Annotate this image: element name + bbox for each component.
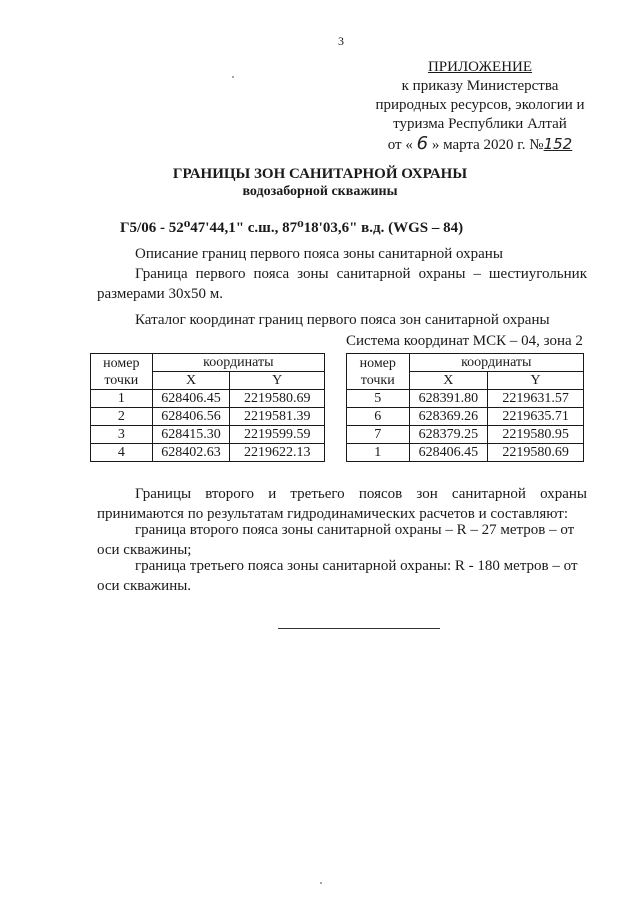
cell-point: 4 — [91, 444, 153, 462]
date-day-handwritten: 6 — [416, 133, 429, 154]
header-point-line2: точки — [104, 372, 139, 388]
appendix-line: природных ресурсов, экологии и — [375, 97, 585, 113]
table-row — [91, 390, 325, 408]
cell-point: 7 — [347, 426, 410, 444]
appendix-block — [360, 58, 600, 155]
header-x: X — [152, 372, 230, 390]
cell-point: 2 — [91, 408, 153, 426]
cell-y: 2219631.57 — [488, 390, 584, 408]
cell-y: 2219581.39 — [230, 408, 325, 426]
cell-point: 5 — [347, 390, 410, 408]
header-coordinates: координаты — [152, 354, 324, 372]
header-point — [91, 354, 153, 390]
coordinates-table-right — [346, 353, 584, 462]
cell-point: 1 — [91, 390, 153, 408]
appendix-title: ПРИЛОЖЕНИЕ — [427, 59, 533, 75]
header-y: Y — [230, 372, 325, 390]
scan-speck — [232, 76, 234, 78]
date-prefix: от « — [387, 137, 413, 153]
date-suffix: » марта 2020 г. № — [431, 137, 544, 153]
cell-y: 2219580.69 — [488, 444, 584, 462]
table-row — [347, 444, 584, 462]
cell-x: 628406.56 — [152, 408, 230, 426]
appendix-date-line — [360, 134, 600, 155]
cell-x: 628369.26 — [409, 408, 488, 426]
header-y: Y — [488, 372, 584, 390]
document-subtitle: водозаборной скважины — [242, 184, 398, 199]
table-row — [91, 444, 325, 462]
coordinate-system-label: Система координат МСК – 04, зона 2 — [346, 333, 583, 349]
paragraph-third-zone-radius: граница третьего пояса зоны санитарной охраны: R - 180 метров – от оси скважины. — [97, 558, 578, 594]
header-x: X — [409, 372, 488, 390]
cell-x: 628379.25 — [409, 426, 488, 444]
paragraph-second-zone-radius: граница второго пояса зоны санитарной охраны – R – 27 метров – от оси скважины; — [97, 522, 575, 558]
table-row — [347, 426, 584, 444]
cell-point: 3 — [91, 426, 153, 444]
cell-x: 628402.63 — [152, 444, 230, 462]
table-row — [347, 408, 584, 426]
table-row — [91, 408, 325, 426]
appendix-line: к приказу Министерства — [401, 78, 559, 94]
header-point-line2: точки — [360, 372, 395, 388]
appendix-line: туризма Республики Алтай — [393, 116, 567, 132]
cell-x: 628415.30 — [152, 426, 230, 444]
paragraph-second-third-zones: Границы второго и третьего поясов зон санитарной охраны принимаются по результатам гидродинамических расчетов и составляют: — [97, 486, 587, 522]
scan-speck — [320, 882, 322, 884]
coordinates-table-left — [90, 353, 325, 462]
table-row — [347, 390, 584, 408]
header-point — [347, 354, 410, 390]
header-point-line1: номер — [359, 355, 396, 371]
cell-point: 1 — [347, 444, 410, 462]
cell-x: 628406.45 — [152, 390, 230, 408]
document-title: ГРАНИЦЫ ЗОН САНИТАРНОЙ ОХРАНЫ — [172, 166, 468, 182]
cell-y: 2219599.59 — [230, 426, 325, 444]
cell-point: 6 — [347, 408, 410, 426]
cell-y: 2219635.71 — [488, 408, 584, 426]
closing-rule — [278, 628, 440, 629]
paragraph-description-heading: Описание границ первого пояса зоны санитарной охраны — [135, 246, 503, 262]
cell-y: 2219580.95 — [488, 426, 584, 444]
header-coordinates: координаты — [409, 354, 583, 372]
header-point-line1: номер — [103, 355, 140, 371]
order-number-handwritten: 152 — [543, 135, 573, 153]
cell-x: 628406.45 — [409, 444, 488, 462]
page-number: 3 — [338, 34, 344, 48]
paragraph-first-zone: Граница первого пояса зоны санитарной охраны – шестиугольник размерами 30х50 м. — [97, 266, 587, 302]
well-coordinates: Г5/06 - 52⁰47'44,1" с.ш., 87⁰18'03,6" в.д. (WGS – 84) — [120, 220, 464, 236]
cell-y: 2219622.13 — [230, 444, 325, 462]
table-row — [91, 426, 325, 444]
cell-x: 628391.80 — [409, 390, 488, 408]
cell-y: 2219580.69 — [230, 390, 325, 408]
paragraph-catalog-heading: Каталог координат границ первого пояса зон санитарной охраны — [135, 312, 550, 328]
